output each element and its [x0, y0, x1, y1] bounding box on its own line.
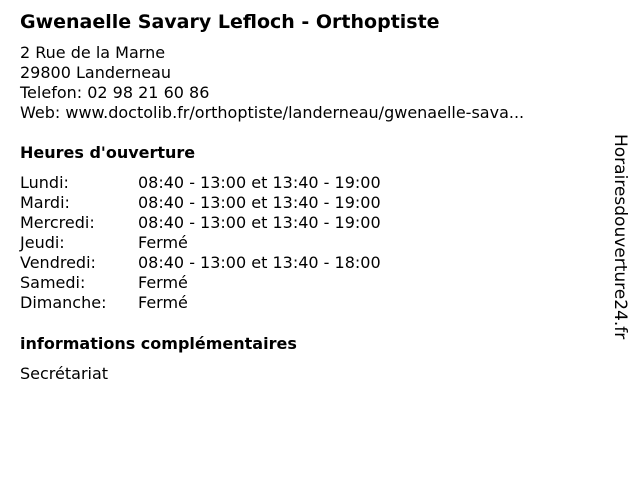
- address-street: 2 Rue de la Marne: [20, 43, 166, 62]
- website-line[interactable]: Web: www.doctolib.fr/orthoptiste/landerneau/gwenaelle-sava...: [20, 103, 525, 122]
- opening-hours-heading: Heures d'ouverture: [20, 143, 196, 162]
- day-label: Dimanche:: [20, 293, 107, 312]
- hours-row-saturday: [20, 273, 600, 293]
- day-label: Lundi:: [20, 173, 69, 192]
- day-label: Mardi:: [20, 193, 70, 212]
- day-label: Jeudi:: [20, 233, 65, 252]
- hours-row-sunday: [20, 293, 600, 313]
- hours-row-tuesday: [20, 193, 600, 213]
- day-hours: 08:40 - 13:00 et 13:40 - 19:00: [138, 193, 381, 212]
- day-hours: Fermé: [138, 293, 188, 312]
- phone-line: Telefon: 02 98 21 60 86: [20, 83, 210, 102]
- day-hours: Fermé: [138, 233, 188, 252]
- day-label: Vendredi:: [20, 253, 96, 272]
- hours-row-wednesday: [20, 213, 600, 233]
- day-label: Samedi:: [20, 273, 86, 292]
- additional-info-text: Secrétariat: [20, 364, 109, 383]
- hours-row-thursday: [20, 233, 600, 253]
- day-hours: 08:40 - 13:00 et 13:40 - 18:00: [138, 253, 381, 272]
- hours-row-friday: [20, 253, 600, 273]
- day-hours: Fermé: [138, 273, 188, 292]
- site-watermark: Horairesdouverture24.fr: [610, 134, 630, 340]
- business-name: Gwenaelle Savary Lefloch - Orthoptiste: [20, 11, 440, 33]
- day-hours: 08:40 - 13:00 et 13:40 - 19:00: [138, 173, 381, 192]
- business-card: [20, 9, 600, 384]
- address-postal-city: 29800 Landerneau: [20, 63, 172, 82]
- hours-row-monday: [20, 173, 600, 193]
- day-hours: 08:40 - 13:00 et 13:40 - 19:00: [138, 213, 381, 232]
- day-label: Mercredi:: [20, 213, 95, 232]
- opening-hours-list: [20, 173, 600, 313]
- additional-info-heading: informations complémentaires: [20, 334, 297, 353]
